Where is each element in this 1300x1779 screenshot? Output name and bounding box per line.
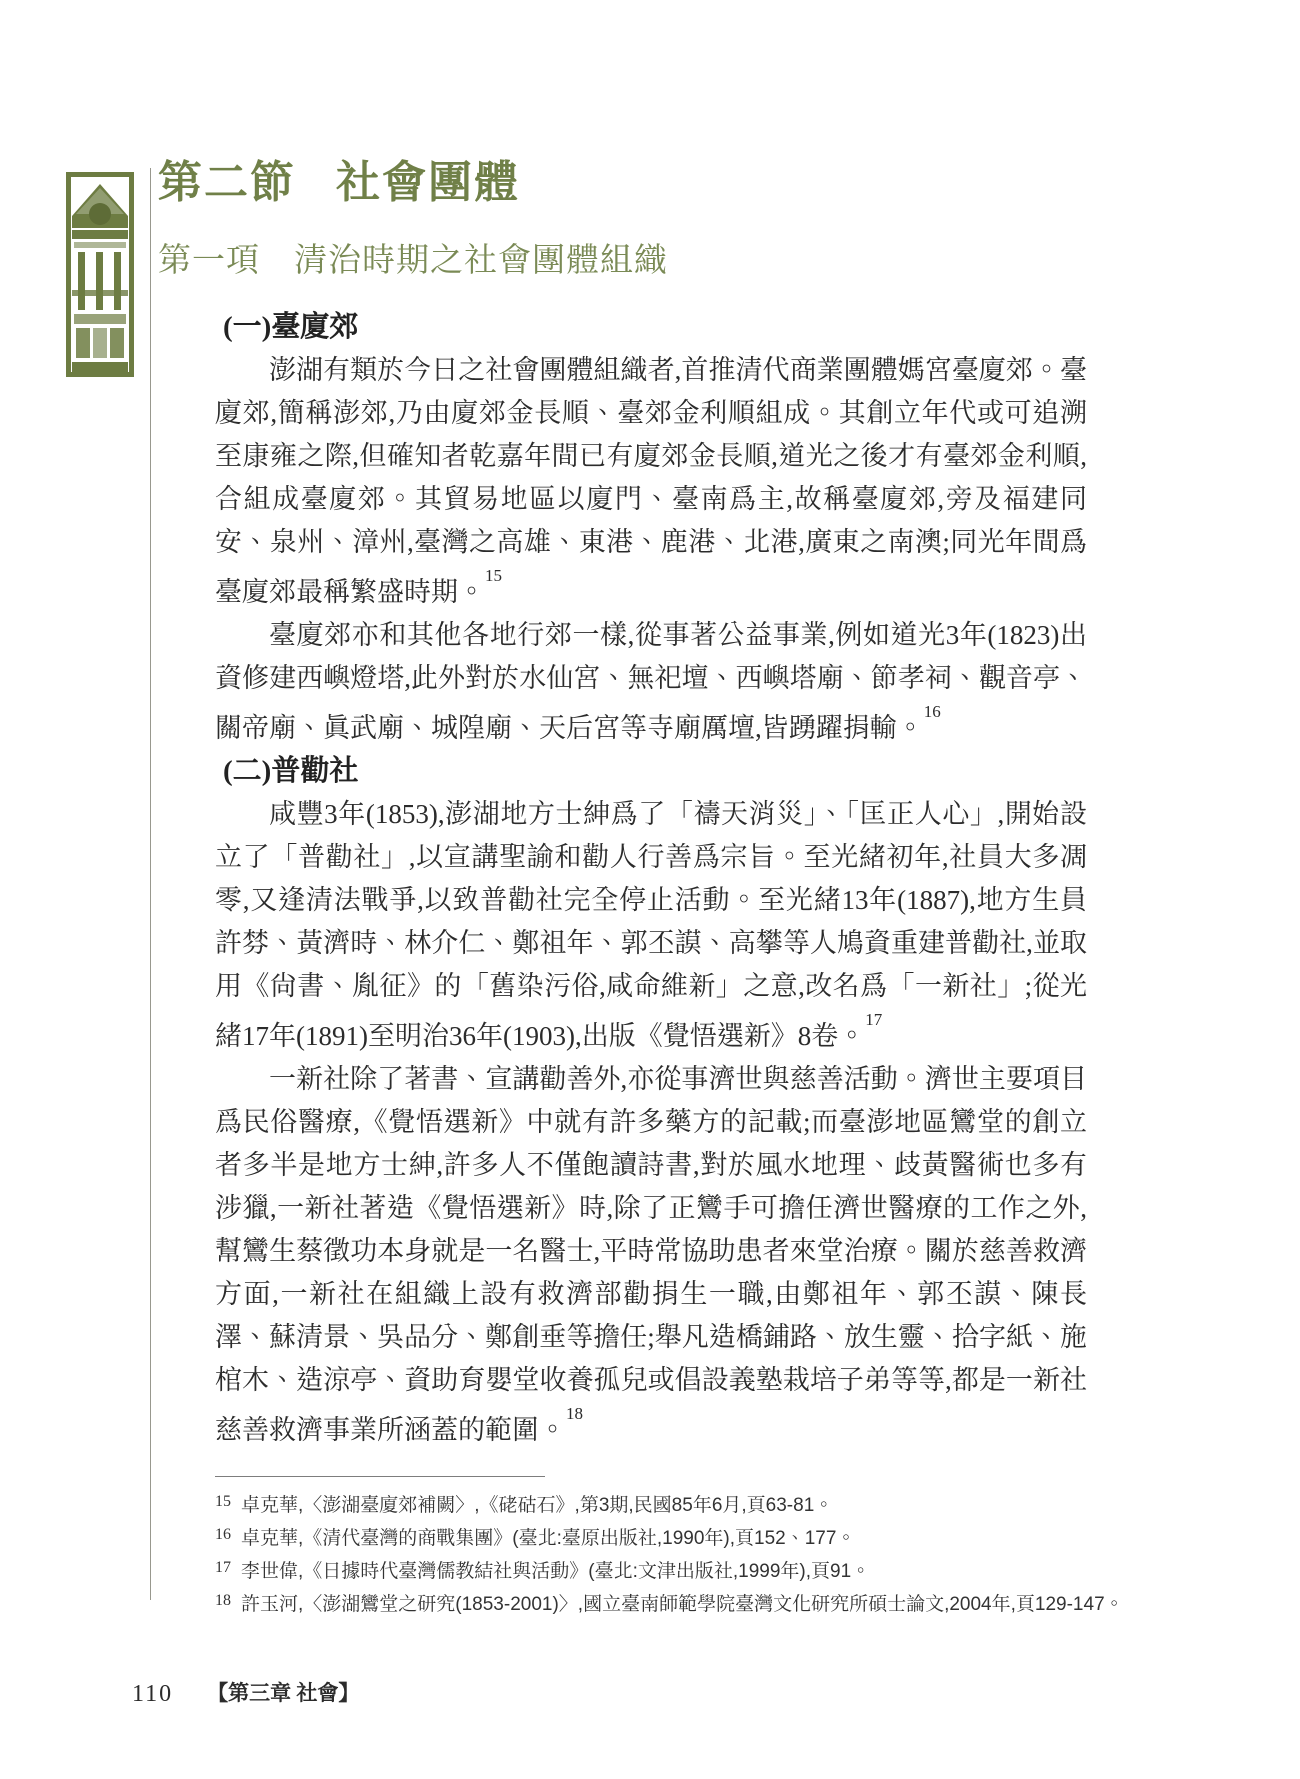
footnote-17-text: 李世偉,《日據時代臺灣儒教結社與活動》(臺北:文津出版社,1999年),頁91。 xyxy=(241,1561,871,1582)
footnote-16-text: 卓克華,《清代臺灣的商戰集團》(臺北:臺原出版社,1990年),頁152、177。 xyxy=(241,1528,856,1549)
subheading-taixiajiao: (一)臺廈郊 xyxy=(223,311,359,343)
paragraph-1 xyxy=(215,349,1087,614)
paragraph-4-text: 一新社除了著書、宣講勸善外,亦從事濟世與慈善活動。濟世主要項目爲民俗醫療,《覺悟選新》中就有許多藥方的記載;而臺澎地區鸞堂的創立者多半是地方士紳,許多人不僅飽讀詩書,對於風水地理、歧黃醫術也多有涉獵,一新社著造《覺悟選新》時,除了正鸞手可擔任濟世醫療的工作之外,幫鸞生蔡徵功本身就是一名醫士,平時常協助患者來堂治療。關於慈善救濟方面,一新社在組織上設有救濟部勸捐生一職,由鄭祖年、郭丕謨、陳長澤、蘇清景、吳品分、鄭創垂等擔任;舉凡造橋鋪路、放生靈、拾字紙、施棺木、造涼亭、資助育嬰堂收養孤兒或倡設義塾栽培子弟等等,都是一新社慈善救濟事業所涵蓋的範圍。 xyxy=(215,1064,1087,1445)
temple-woodcut-icon xyxy=(66,172,134,377)
paragraph-4 xyxy=(215,1058,1087,1452)
page-number: 110 xyxy=(132,1681,174,1707)
vertical-divider xyxy=(150,168,151,1600)
footnote-16 xyxy=(215,1522,1190,1555)
subheading-puquanshe: (二)普勸社 xyxy=(223,755,359,787)
footnotes-block xyxy=(215,1476,1190,1621)
section-name: 社會團體 xyxy=(336,158,520,207)
footnote-17-number: 17 xyxy=(215,1559,231,1576)
footnote-15-text: 卓克華,〈澎湖臺廈郊補闕〉,《硓𥑮石》,第3期,民國85年6月,頁63-81。 xyxy=(241,1495,834,1516)
main-text-column xyxy=(215,306,1087,1452)
footnote-18-number: 18 xyxy=(215,1592,231,1609)
footnote-ref-16: 16 xyxy=(923,702,941,721)
footnote-17 xyxy=(215,1555,1190,1588)
footnote-18 xyxy=(215,1588,1190,1621)
paragraph-3 xyxy=(215,793,1087,1058)
section-label: 第二節 xyxy=(158,158,296,207)
chapter-label: 【第三章 社會】 xyxy=(207,1681,360,1705)
subsection-name: 清治時期之社會團體組織 xyxy=(294,241,668,278)
temple-woodcut-image xyxy=(66,172,134,377)
footnote-18-text: 許玉河,〈澎湖鸞堂之研究(1853-2001)〉,國立臺南師範學院臺灣文化研究所碩士論文,2004年,頁129-147。 xyxy=(241,1594,1124,1615)
paragraph-2 xyxy=(215,614,1087,750)
footnote-ref-15: 15 xyxy=(485,566,502,585)
page-footer xyxy=(132,1678,359,1708)
paragraph-2-text: 臺廈郊亦和其他各地行郊一樣,從事著公益事業,例如道光3年(1823)出資修建西嶼燈塔,此外對於水仙宮、無祀壇、西嶼塔廟、節孝祠、觀音亭、關帝廟、眞武廟、城隍廟、天后宮等寺廟厲壇,皆踴躍捐輸。 xyxy=(215,620,1087,743)
footnote-15-number: 15 xyxy=(215,1493,231,1510)
paragraph-1-text: 澎湖有類於今日之社會團體組織者,首推清代商業團體媽宮臺廈郊。臺廈郊,簡稱澎郊,乃由廈郊金長順、臺郊金利順組成。其創立年代或可追溯至康雍之際,但確知者乾嘉年間已有廈郊金長順,道光之後才有臺郊金利順,合組成臺廈郊。其貿易地區以廈門、臺南爲主,故稱臺廈郊,旁及福建同安、泉州、漳州,臺灣之高雄、東港、鹿港、北港,廣東之南澳;同光年間爲臺廈郊最稱繁盛時期。 xyxy=(215,355,1088,607)
section-title xyxy=(158,146,520,210)
footnote-16-number: 16 xyxy=(215,1526,231,1543)
subsection-title xyxy=(158,234,668,281)
subsection-label: 第一項 xyxy=(158,241,260,278)
footnote-ref-18: 18 xyxy=(566,1404,583,1423)
paragraph-3-text: 咸豐3年(1853),澎湖地方士紳爲了「禱天消災」、「匡正人心」,開始設立了「普勸社」,以宣講聖諭和勸人行善爲宗旨。至光緒初年,社員大多凋零,又逢清法戰爭,以致普勸社完全停止活動。至光緒13年(1887),地方生員許棼、黃濟時、林介仁、鄭祖年、郭丕謨、高攀等人鳩資重建普勸社,並取用《尙書、胤征》的「舊染污俗,咸命維新」之意,改名爲「一新社」;從光緒17年(1891)至明治36年(1903),出版《覺悟選新》8卷。 xyxy=(215,799,1088,1051)
footnote-separator xyxy=(215,1476,545,1477)
footnote-ref-17: 17 xyxy=(865,1010,883,1029)
footnote-15 xyxy=(215,1489,1190,1522)
